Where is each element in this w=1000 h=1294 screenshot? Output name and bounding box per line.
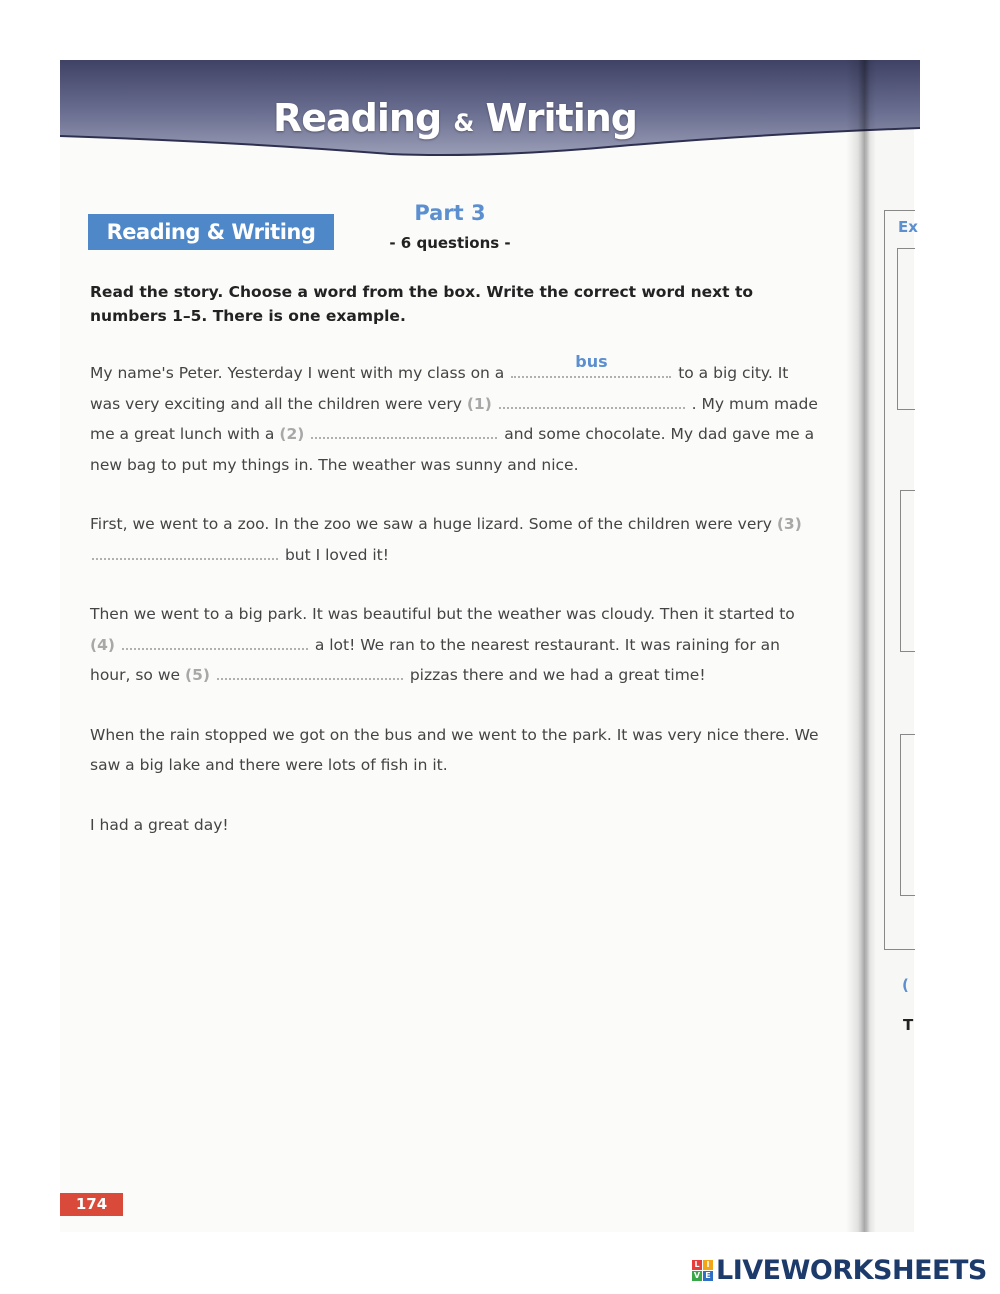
story-text: Then we went to a big park. It was beautiful but the weather was cloudy. Then it started to (90, 605, 795, 623)
banner-title-writing: Writing (485, 96, 638, 140)
story-paragraph-5: I had a great day! (90, 815, 229, 834)
logo-text: LIVEWORKSHEETS (716, 1254, 987, 1286)
part-title: Part 3 (414, 201, 486, 225)
section-label: Reading & Writing (88, 214, 334, 250)
answer-blank-2[interactable] (311, 420, 497, 439)
logo-mark-letter: L (692, 1260, 702, 1270)
logo-mark-letter: V (693, 1270, 701, 1280)
story-text: and some chocolate. My dad gave me a new bag to put my things in. The weather was sunny and nice. (90, 425, 815, 474)
right-page-box-1 (897, 248, 915, 410)
story-text: pizzas there and we had a great time! (409, 666, 706, 684)
example-blank (511, 352, 671, 378)
right-page-box-2 (900, 490, 915, 652)
right-page-box-3 (900, 734, 915, 896)
story-text: to a big city. It was very exciting and all the children were very (90, 364, 789, 413)
right-page-fragment-3: T (903, 1016, 914, 1034)
story-paragraph-2 (90, 509, 820, 570)
example-answer: bus (575, 352, 608, 371)
question-number-4: (4) (90, 635, 115, 654)
part-subtitle: - 6 questions - (389, 234, 511, 252)
question-number-5: (5) (185, 666, 210, 684)
story-text: . My mum made me a great lunch with a (90, 394, 818, 443)
question-number-1: (1) (466, 394, 492, 413)
logo-mark-letter: E (703, 1271, 713, 1281)
right-page-fragment-1: Ex (898, 218, 918, 236)
answer-blank-4[interactable] (122, 631, 308, 650)
right-page-fragment-2: ( (902, 976, 909, 994)
story-text: a lot! We ran to the nearest restaurant. It was raining for an hour, so we (90, 635, 781, 684)
question-number-2: (2) (279, 425, 305, 443)
logo-mark-icon (692, 1260, 713, 1281)
story-text: but I loved it! (284, 545, 389, 564)
answer-blank-3[interactable] (92, 541, 278, 560)
banner-title-amp: & (453, 109, 474, 137)
story-paragraph-3 (90, 599, 820, 691)
liveworksheets-logo (692, 1255, 987, 1285)
story (90, 352, 820, 869)
story-text: First, we went to a zoo. In the zoo we saw a huge lizard. Some of the children were very (90, 515, 772, 533)
story-text: My name's Peter. Yesterday I went with my class on a (90, 364, 505, 382)
story-paragraph-4: When the rain stopped we got on the bus and we went to the park. It was very nice there. We saw a big lake and there were lots of fish in it. (90, 725, 819, 774)
answer-blank-1[interactable] (499, 390, 685, 409)
story-paragraph-1 (90, 352, 820, 480)
logo-mark-letter: I (703, 1260, 713, 1270)
page-number: 174 (60, 1193, 123, 1216)
banner-title-reading: Reading (272, 96, 442, 140)
instructions: Read the story. Choose a word from the box. Write the correct word next to numbers 1–5. There is one example. (90, 283, 754, 325)
answer-blank-5[interactable] (217, 661, 403, 680)
book-spine-shadow (846, 60, 876, 1232)
question-number-3: (3) (776, 515, 802, 533)
banner-title (60, 96, 850, 140)
